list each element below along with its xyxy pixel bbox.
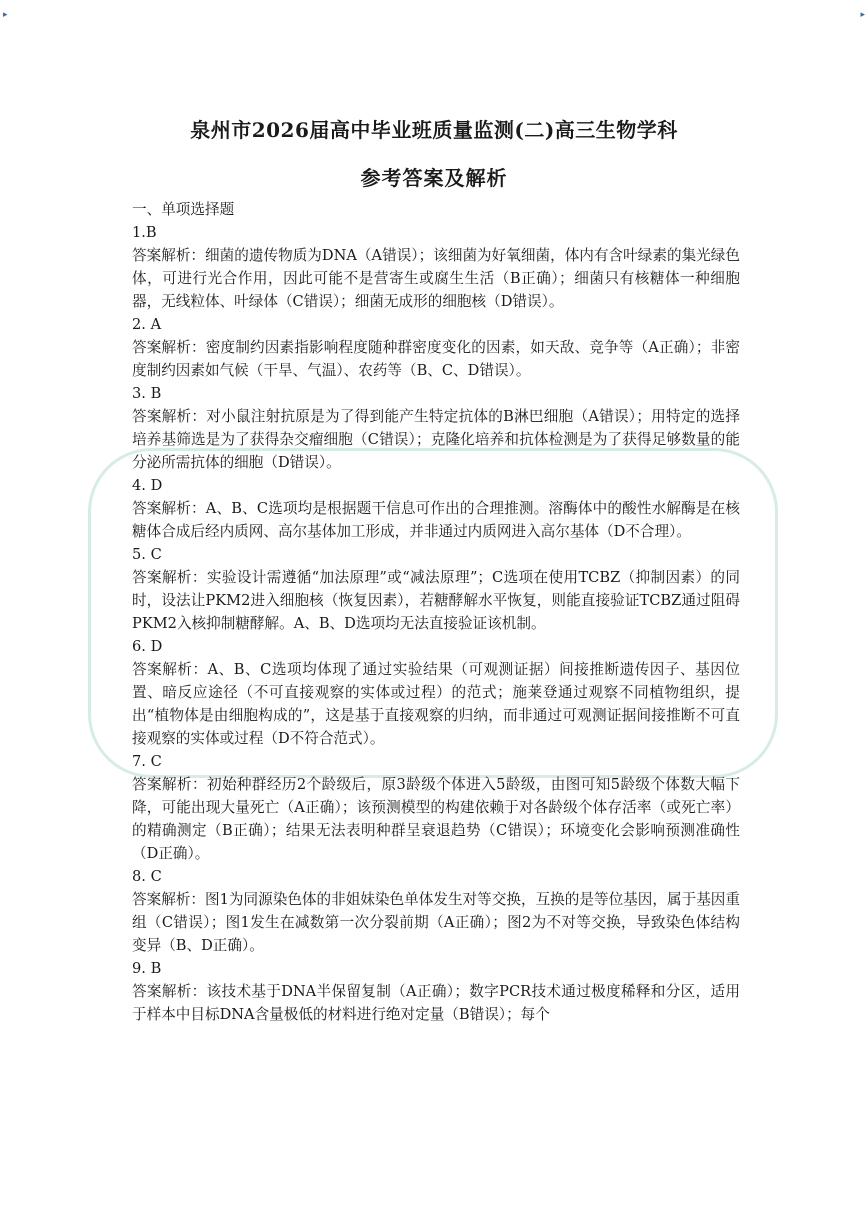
question-item bbox=[132, 543, 740, 635]
question-explanation: 答案解析：密度制约因素指影响程度随种群密度变化的因素，如天敌、竞争等（A正确）；非密度制约因素如气候（干旱、气温）、农药等（B、C、D错误）。 bbox=[132, 339, 740, 379]
document-subtitle: 参考答案及解析 bbox=[360, 166, 508, 190]
question-item bbox=[132, 474, 740, 543]
question-explanation: 答案解析：初始种群经历2个龄级后，原3龄级个体进入5龄级，由图可知5龄级个体数大幅下降，可能出现大量死亡（A正确）；该预测模型的构建依赖于对各龄级个体存活率（或死亡率）的精确测定（B正确）；结果无法表明种群呈衰退趋势（C错误）；环境变化会影响预测准确性（D正确）。 bbox=[132, 776, 740, 862]
question-explanation: 答案解析：实验设计需遵循“加法原理”或“减法原理”；C选项在使用TCBZ（抑制因素）的同时，设法让PKM2进入细胞核（恢复因素），若糖酵解水平恢复，则能直接验证TCBZ通过阻碍PKM2入核抑制糖酵解。A、B、D选项均无法直接验证该机制。 bbox=[132, 569, 740, 632]
question-number: 3. B bbox=[132, 385, 162, 402]
question-item bbox=[132, 750, 740, 865]
question-explanation: 答案解析：A、B、C选项均是根据题干信息可作出的合理推测。溶酶体中的酸性水解酶是在核糖体合成后经内质网、高尔基体加工形成，并非通过内质网进入高尔基体（D不合理）。 bbox=[132, 500, 740, 540]
answer-content bbox=[132, 198, 740, 1026]
corner-tick-mark: ▸ bbox=[3, 10, 8, 20]
question-item bbox=[132, 957, 740, 1026]
question-number: 6. D bbox=[132, 638, 163, 655]
question-number: 8. C bbox=[132, 868, 162, 885]
question-explanation: 答案解析：细菌的遗传物质为DNA（A错误）；该细菌为好氧细菌，体内有含叶绿素的集光绿色体，可进行光合作用，因此可能不是营寄生或腐生生活（B正确）；细菌只有核糖体一种细胞器，无线粒体、叶绿体（C错误）；细菌无成形的细胞核（D错误）。 bbox=[132, 247, 740, 310]
question-item bbox=[132, 865, 740, 957]
question-item bbox=[132, 221, 740, 313]
question-number: 5. C bbox=[132, 546, 162, 563]
question-number: 7. C bbox=[132, 753, 162, 770]
question-number: 9. B bbox=[132, 960, 162, 977]
question-explanation: 答案解析：对小鼠注射抗原是为了得到能产生特定抗体的B淋巴细胞（A错误）；用特定的选择培养基筛选是为了获得杂交瘤细胞（C错误）；克隆化培养和抗体检测是为了获得足够数量的能分泌所需抗体的细胞（D错误）。 bbox=[132, 408, 740, 471]
question-number: 4. D bbox=[132, 477, 163, 494]
document-title: 泉州市2026届高中毕业班质量监测(二)高三生物学科 bbox=[190, 118, 678, 142]
section-heading: 一、单项选择题 bbox=[132, 201, 235, 218]
question-item bbox=[132, 382, 740, 474]
question-number: 2. A bbox=[132, 316, 162, 333]
question-explanation: 答案解析：该技术基于DNA半保留复制（A正确）；数字PCR技术通过极度稀释和分区，适用于样本中目标DNA含量极低的材料进行绝对定量（B错误）；每个 bbox=[132, 983, 740, 1023]
corner-tick-mark: ▸ bbox=[860, 10, 865, 20]
question-explanation: 答案解析：图1为同源染色体的非姐妹染色单体发生对等交换，互换的是等位基因，属于基因重组（C错误）；图1发生在减数第一次分裂前期（A正确）；图2为不对等交换，导致染色体结构变异（B、D正确）。 bbox=[132, 891, 740, 954]
question-number: 1.B bbox=[132, 224, 157, 241]
question-item bbox=[132, 635, 740, 750]
question-explanation: 答案解析：A、B、C选项均体现了通过实验结果（可观测证据）间接推断遗传因子、基因位置、暗反应途径（不可直接观察的实体或过程）的范式；施莱登通过观察不同植物组织，提出“植物体是由细胞构成的”，这是基于直接观察的归纳，而非通过可观测证据间接推断不可直接观察的实体或过程（D不符合范式）。 bbox=[132, 661, 740, 747]
question-item bbox=[132, 313, 740, 382]
